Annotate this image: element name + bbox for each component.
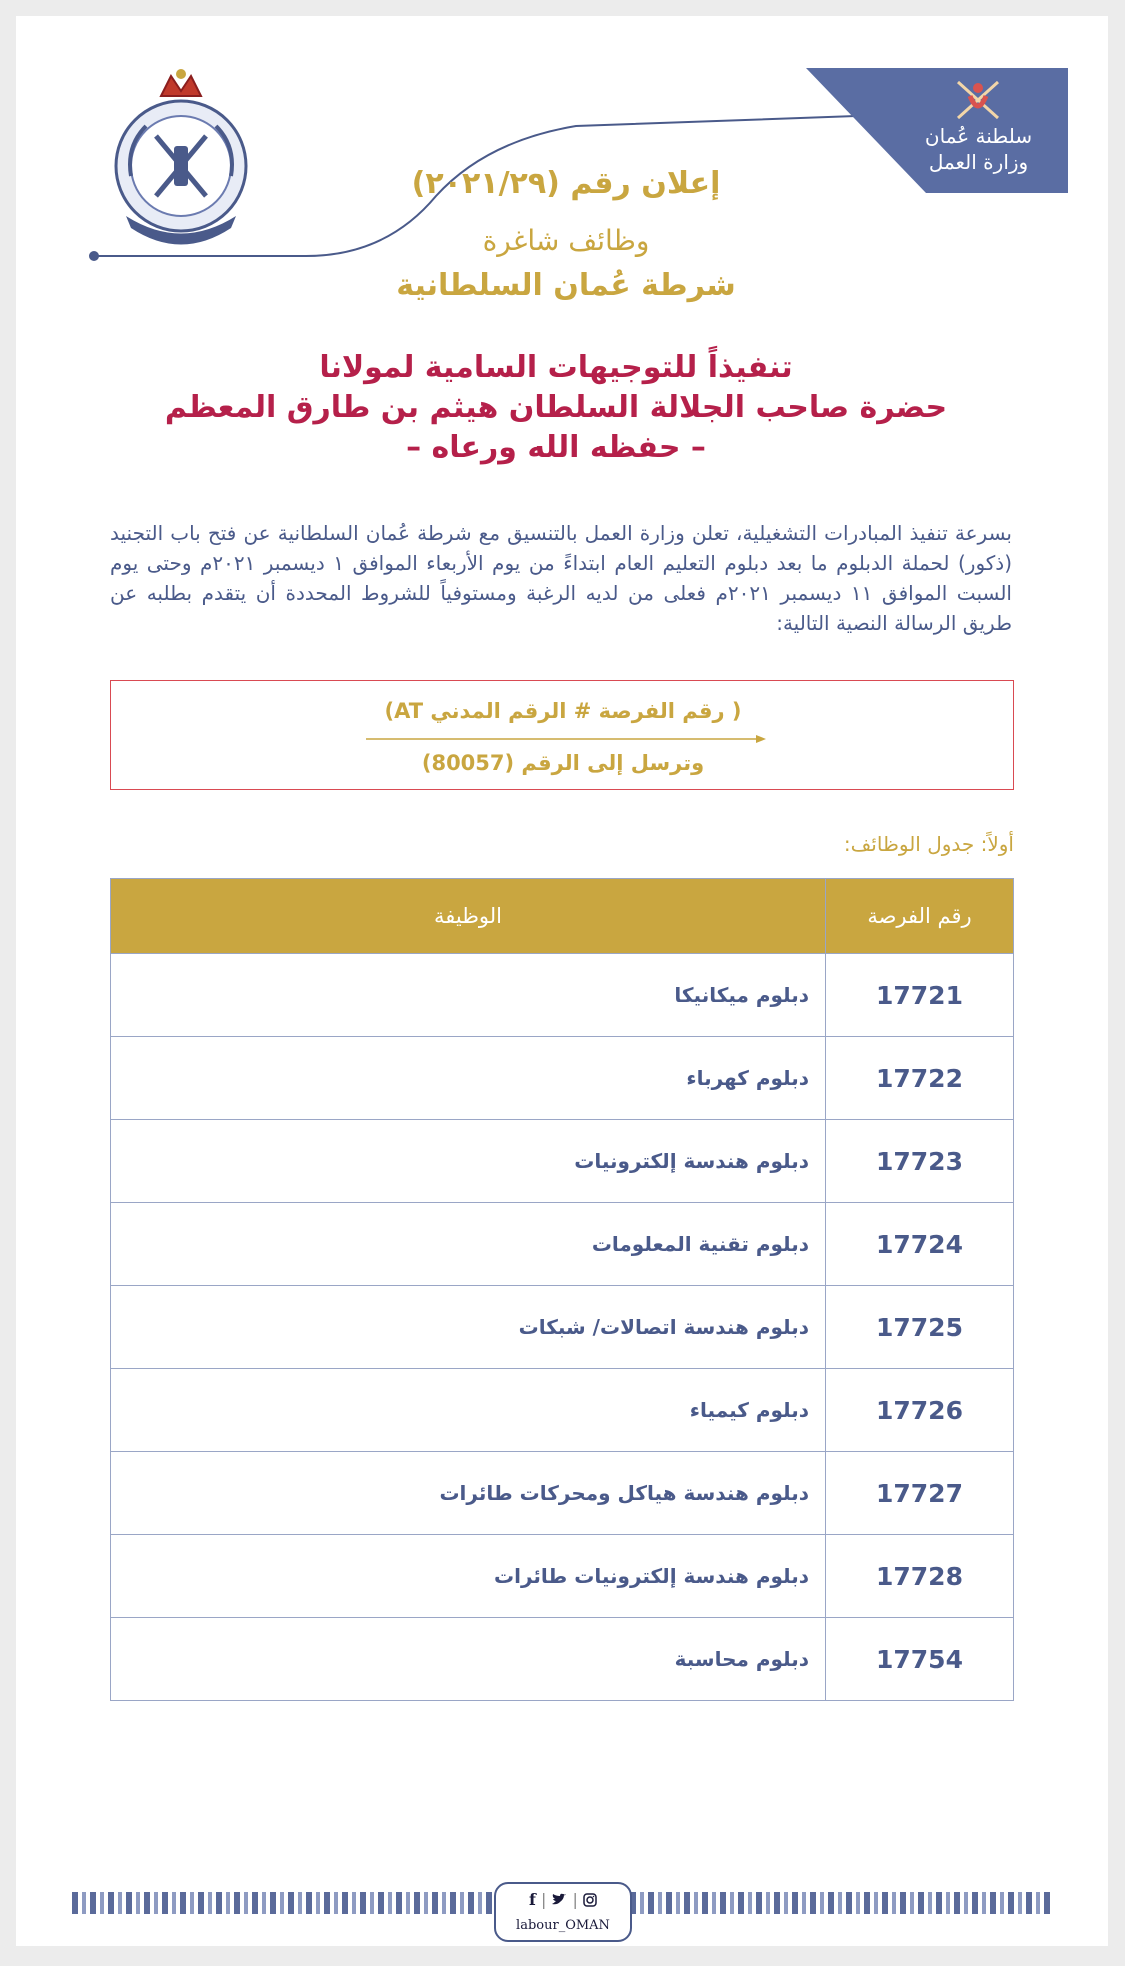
table-row [111, 954, 1014, 1037]
opportunity-number: 17725 [826, 1286, 1014, 1369]
announcement-number: إعلان رقم (٢٠٢١/٢٩) [411, 166, 721, 201]
table-row [111, 1120, 1014, 1203]
job-title: دبلوم كيمياء [111, 1369, 826, 1452]
ministry-logo [946, 74, 1010, 124]
opportunity-number: 17724 [826, 1203, 1014, 1286]
announcement-subtitle: وظائف شاغرة [482, 224, 650, 257]
social-badge [494, 1882, 632, 1942]
table-row [111, 1037, 1014, 1120]
section-title: أولاً: جدول الوظائف: [843, 832, 1014, 856]
table-row [111, 1618, 1014, 1701]
table-row [111, 1452, 1014, 1535]
opportunity-number: 17728 [826, 1535, 1014, 1618]
announcement-body: بسرعة تنفيذ المبادرات التشغيلية، تعلن وزارة العمل بالتنسيق مع شرطة عُمان السلطانية عن فتح باب التجنيد (ذكور) لحملة الدبلوم ما بعد دبلوم التعليم العام ابتداءً من يوم الأربعاء الموافق ١ ديسمبر ٢٠٢١م وحتى يوم السبت الموافق ١١ ديسمبر ٢٠٢١م فعلى من لديه الرغبة ومستوفياً للشروط المحددة أن يتقدم بطلبه عن طريق الرسالة النصية التالية: [110, 521, 1013, 635]
table-row [111, 1535, 1014, 1618]
job-title: دبلوم محاسبة [111, 1618, 826, 1701]
job-title: دبلوم هندسة اتصالات/ شبكات [111, 1286, 826, 1369]
sms-instruction-box [110, 680, 1014, 790]
ministry-name-line2: وزارة العمل [928, 150, 1029, 174]
table-row [111, 1203, 1014, 1286]
jobs-table [110, 878, 1014, 1701]
jobs-table-container [110, 878, 1014, 1701]
footer-pattern-left [72, 1892, 502, 1914]
twitter-icon[interactable] [551, 1890, 572, 1909]
sms-format: ( رقم الفرصة # الرقم المدني AT) [384, 699, 742, 723]
opportunity-number: 17721 [826, 954, 1014, 1037]
table-row [111, 1369, 1014, 1452]
header-opportunity-number: رقم الفرصة [826, 879, 1014, 954]
arrow-icon [366, 733, 766, 745]
organization-name: شرطة عُمان السلطانية [396, 268, 736, 303]
social-handle[interactable]: labour_OMAN [516, 1918, 610, 1933]
facebook-icon[interactable]: f [528, 1890, 536, 1909]
opportunity-number: 17727 [826, 1452, 1014, 1535]
directive-line-3: – حفظه الله ورعاه – [406, 430, 706, 465]
opportunity-number: 17722 [826, 1037, 1014, 1120]
sms-send-to: وترسل إلى الرقم (80057) [421, 751, 705, 775]
job-title: دبلوم كهرباء [111, 1037, 826, 1120]
footer-pattern-right [630, 1892, 1052, 1914]
social-icons: f | | [496, 1890, 630, 1909]
opportunity-number: 17723 [826, 1120, 1014, 1203]
header-job: الوظيفة [111, 879, 826, 954]
job-title: دبلوم ميكانيكا [111, 954, 826, 1037]
table-row [111, 1286, 1014, 1369]
instagram-icon[interactable] [583, 1890, 597, 1909]
job-title: دبلوم هندسة إلكترونيات [111, 1120, 826, 1203]
table-header-row [111, 879, 1014, 954]
opportunity-number: 17726 [826, 1369, 1014, 1452]
job-title: دبلوم تقنية المعلومات [111, 1203, 826, 1286]
ministry-name-line1: سلطنة عُمان [924, 124, 1033, 148]
directive-line-1: تنفيذاً للتوجيهات السامية لمولانا [319, 350, 793, 385]
job-title: دبلوم هندسة إلكترونيات طائرات [111, 1535, 826, 1618]
opportunity-number: 17754 [826, 1618, 1014, 1701]
job-title: دبلوم هندسة هياكل ومحركات طائرات [111, 1452, 826, 1535]
announcement-page [16, 16, 1108, 1946]
directive-line-2: حضرة صاحب الجلالة السلطان هيثم بن طارق المعظم [164, 390, 948, 425]
